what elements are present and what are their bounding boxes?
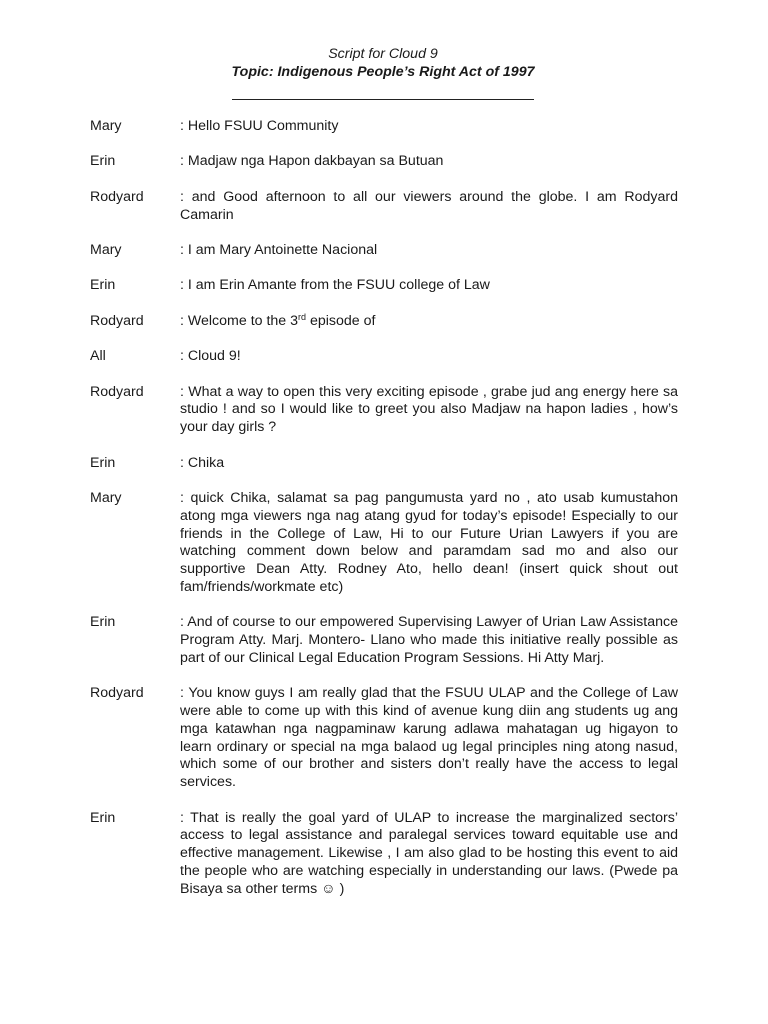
header-divider bbox=[232, 99, 534, 100]
script-topic: Topic: Indigenous People’s Right Act of 1997 bbox=[231, 63, 535, 80]
speaker-name: Rodyard bbox=[90, 383, 144, 400]
dialogue-text: : Chika bbox=[180, 454, 225, 471]
speaker-name: Mary bbox=[90, 241, 122, 258]
speaker-name: Rodyard bbox=[90, 188, 144, 205]
dialogue-text: : That is really the goal yard of ULAP to increase the marginalized sectors’ access to legal assistance and paralegal services toward equitable use and effective management. Likewise , I am also glad to be hosting this event to aid the people who are watching especially in understanding our laws. (Pwede pa Bisaya sa other terms ☺ ) bbox=[180, 809, 678, 897]
script-header bbox=[0, 46, 766, 100]
dialogue-text bbox=[180, 313, 678, 331]
speaker-name: Erin bbox=[90, 454, 116, 471]
speaker-name: Erin bbox=[90, 153, 116, 170]
dialogue-text: : What a way to open this very exciting episode , grabe jud ang energy here sa studio ! and so I would like to greet you also Madjaw na hapon ladies , how’s your day girls ? bbox=[180, 383, 678, 436]
speaker-name: Erin bbox=[90, 809, 116, 826]
dialogue-text: : You know guys I am really glad that the FSUU ULAP and the College of Law were able to come up with this kind of avenue kung diin ang students ug ang mga katawhan nga nagpaminaw karung adlawa mahatagan ug higayon to learn ordinary or special na mga balaod ug legal principles ning atong nasud, which some of our brother and sisters don’t really have the access to legal services. bbox=[180, 685, 678, 791]
dialogue-text-part: episode of bbox=[306, 312, 376, 329]
dialogue-text: : Cloud 9! bbox=[180, 348, 241, 365]
dialogue-text: : I am Erin Amante from the FSUU college of Law bbox=[180, 277, 490, 294]
dialogue-line bbox=[90, 614, 678, 667]
dialogue-list bbox=[90, 118, 678, 916]
dialogue-text: : And of course to our empowered Supervising Lawyer of Urian Law Assistance Program Atty. Marj. Montero- Llano who made this initiative really possible as part of our Clinical Legal Education Program Sessions. Hi Atty Marj. bbox=[180, 614, 678, 666]
dialogue-text: : and Good afternoon to all our viewers around the globe. I am Rodyard Camarin bbox=[180, 188, 678, 223]
speaker-name: All bbox=[90, 348, 106, 365]
dialogue-text-part: : Welcome to the 3 bbox=[180, 312, 299, 329]
speaker-name: Rodyard bbox=[90, 685, 144, 702]
script-title: Script for Cloud 9 bbox=[328, 46, 438, 62]
dialogue-line bbox=[90, 685, 678, 792]
dialogue-text: : Madjaw nga Hapon dakbayan sa Butuan bbox=[180, 153, 444, 170]
dialogue-text: : quick Chika, salamat sa pag pangumusta yard no , ato usab kumustahon atong mga viewers nga nag atang gyud for today’s episode! Especially to our friends in the College of Law, Hi to our Future Urian Lawyers if you are watching comment down below and paramdam sad mo and also our supportive Dean Atty. Rodney Ato, hello dean! (insert quick shout out fam/friends/workmate etc) bbox=[180, 489, 678, 595]
dialogue-line bbox=[90, 348, 678, 366]
dialogue-line bbox=[90, 810, 678, 899]
speaker-name: Erin bbox=[90, 614, 116, 631]
speaker-name: Rodyard bbox=[90, 312, 144, 329]
speaker-name: Erin bbox=[90, 277, 116, 294]
dialogue-line bbox=[90, 189, 678, 225]
dialogue-text: : I am Mary Antoinette Nacional bbox=[180, 241, 378, 258]
dialogue-line bbox=[90, 242, 678, 260]
dialogue-line bbox=[90, 118, 678, 136]
dialogue-line bbox=[90, 153, 678, 171]
dialogue-line bbox=[90, 313, 678, 331]
dialogue-line bbox=[90, 277, 678, 295]
dialogue-line bbox=[90, 455, 678, 473]
speaker-name: Mary bbox=[90, 489, 122, 506]
dialogue-line bbox=[90, 490, 678, 597]
dialogue-line bbox=[90, 384, 678, 437]
dialogue-text: : Hello FSUU Community bbox=[180, 118, 339, 134]
ordinal-suffix: rd bbox=[298, 311, 307, 322]
speaker-name: Mary bbox=[90, 118, 122, 134]
